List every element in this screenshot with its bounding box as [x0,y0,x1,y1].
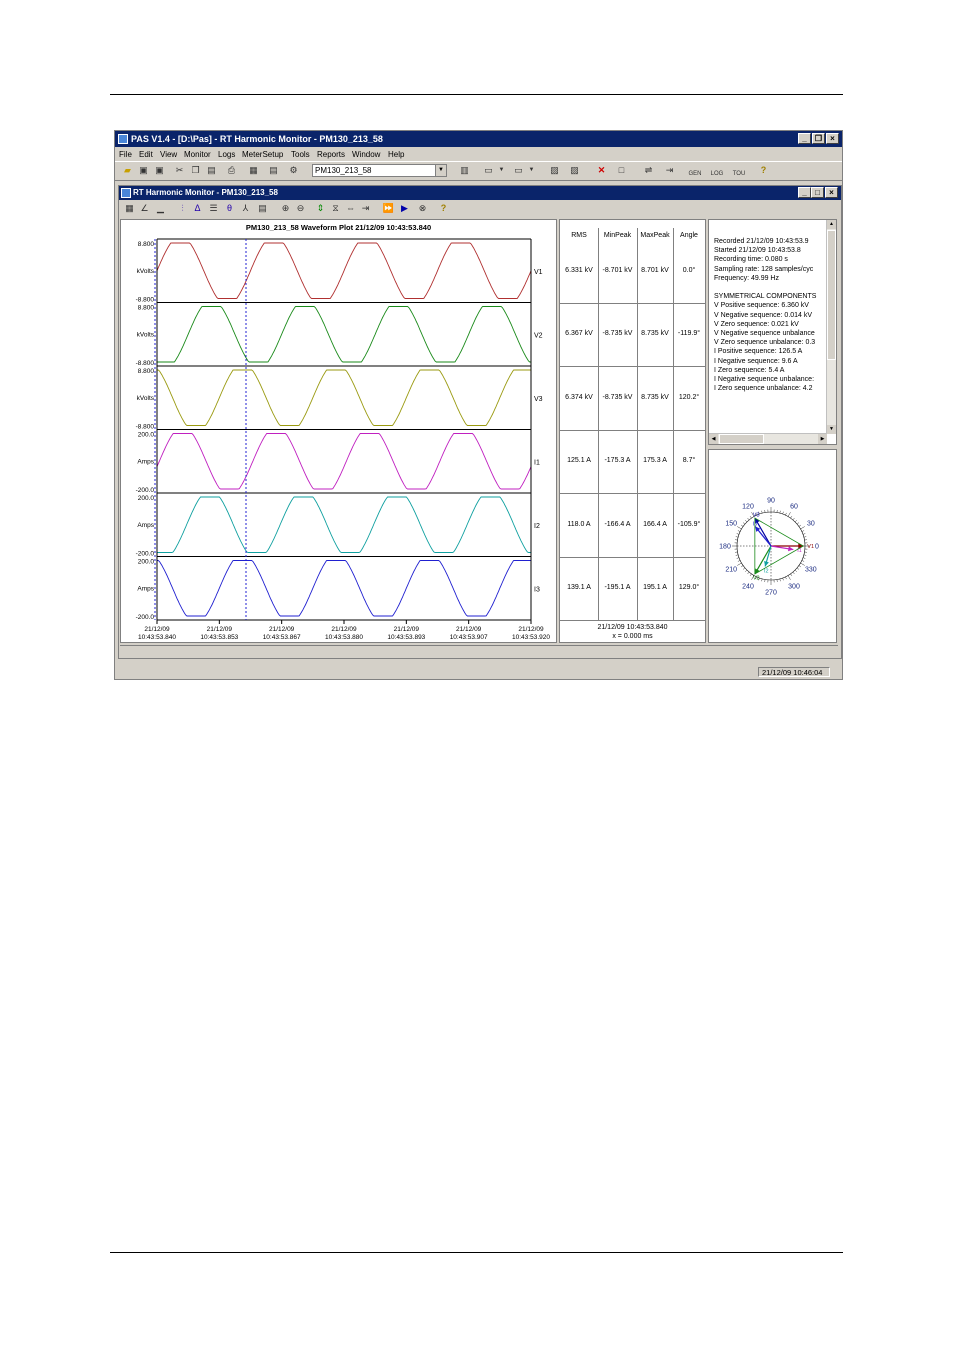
waveform-v3 [157,370,531,426]
record-info-panel [708,219,837,445]
image-icon[interactable]: ▨ [550,165,559,175]
phasor-tick [797,523,799,525]
y-axis-max-label: 8.800 [137,368,154,375]
angle-label: 150 [725,520,738,528]
horizontal-scrollbar[interactable] [709,433,827,444]
y-axis-min-label: -200.0 [135,550,154,558]
zoom-in-icon[interactable]: ⊕ [281,203,290,213]
download-icon[interactable]: ⇌ [644,165,653,175]
angle-label: 330 [804,566,817,574]
phasor-tick [802,531,804,532]
phasor-tick [745,570,747,572]
goto-end-icon[interactable]: ⇥ [361,203,370,213]
monitor-dropdown-icon[interactable]: ▼ [498,167,505,173]
play-icon[interactable]: ▶ [401,203,408,213]
table-cell: -166.4 A [604,520,631,528]
y-axis-unit-label: kVolts [136,267,154,275]
minimize-button[interactable]: _ [798,133,811,144]
x-tick-time: 10:43:53.907 [449,634,488,641]
info-line: V Zero sequence unbalance: 0.3 [714,339,816,347]
table-cell: -8.735 kV [602,330,633,338]
phasor-tick [736,537,738,538]
child-minimize-button[interactable]: _ [798,187,811,198]
scale-vertical-icon[interactable]: ⇕ [316,203,325,213]
phasor-tick [804,537,806,538]
table-cell: 166.4 A [643,520,667,528]
menu-monitor[interactable]: Monitor [184,150,211,159]
table-cell: 195.1 A [643,584,667,592]
child-window-icon [121,188,131,198]
phasor-diagram[interactable] [709,450,836,642]
column-header: Angle [680,232,698,239]
calendar-icon[interactable]: ▦ [249,165,258,175]
scroll-left-icon[interactable]: ◀ [709,434,718,444]
gen-icon[interactable]: GEN [688,171,702,177]
table-cell: 8.701 kV [641,266,669,274]
save-icon[interactable]: ▣ [139,165,148,175]
phasor-tick [737,527,741,530]
phasor-tick [793,572,795,574]
column-divider [673,228,674,620]
scale-horizontal-icon[interactable]: ⇔ [346,203,355,213]
phasor-tick [780,511,781,513]
row-divider [560,493,705,494]
options-icon[interactable]: ▤ [258,203,267,213]
column-header: MaxPeak [640,232,670,239]
chevron-down-icon[interactable]: ▼ [435,165,446,176]
meter-icon[interactable]: ▭ [514,165,523,175]
info-line: I Zero sequence: 5.4 A [714,366,785,374]
y-axis-max-label: 200.0 [137,431,154,439]
table-cell: 6.374 kV [565,393,593,401]
phasor-label: I2 [764,568,769,575]
paste-icon[interactable]: ▤ [207,165,216,175]
y-axis-min-label: -200.0 [135,614,154,621]
row-divider [560,557,705,558]
table-cell: 139.1 A [567,584,591,592]
phasor-tick [795,570,797,572]
phasor-tick [748,518,750,520]
y-axis-unit-label: kVolts [136,394,154,402]
table-cell: 8.735 kV [641,330,669,338]
phasor-tick [750,574,751,576]
main-toolbar [115,161,842,181]
table-cell: -8.701 kV [602,266,633,274]
phasor-tick [745,520,747,522]
y-axis-unit-label: Amps [137,585,154,593]
table-cell: 6.367 kV [565,330,593,338]
phasor-label: I1 [797,548,802,555]
restore-button[interactable]: ❐ [812,133,825,144]
scale-fit-icon[interactable]: ⧖ [332,203,339,213]
waveform-plot[interactable] [121,220,556,642]
phasor-tick [743,523,745,525]
phasor-tick [797,568,799,570]
x-tick-time: 10:43:53.840 [138,634,176,641]
table-footer-time: 21/12/09 10:43:53.840 [597,624,668,631]
rt-harmonic-monitor-window [118,185,842,659]
y-axis-max-label: 8.800 [137,241,154,248]
waveform-plot-panel[interactable] [120,219,557,643]
zoom-out-icon[interactable]: ⊖ [296,203,305,213]
phasor-tick [741,566,743,567]
column-divider [598,228,599,620]
stop-icon[interactable]: □ [618,165,625,175]
waveform-v2 [157,307,531,363]
x-tick-time: 10:43:53.867 [262,634,301,641]
list-icon[interactable]: ☰ [209,203,218,213]
info-line: I Negative sequence: 9.6 A [714,357,798,365]
app-titlebar[interactable] [115,131,842,147]
child-help-icon[interactable]: ? [440,203,447,213]
upload-icon[interactable]: ⇥ [665,165,674,175]
phasor-tick [791,516,792,518]
site-select-value: PM130_213_58 [315,166,372,175]
phasor-tick [737,534,739,535]
phasor-tick [783,578,784,580]
phasor-tick [788,575,791,579]
chart-icon[interactable]: ∠ [140,203,149,213]
phasor-arrowhead [788,546,793,551]
angle-label: 30 [806,520,815,528]
channel-name-v3: V3 [534,395,543,403]
child-close-button[interactable]: × [825,187,838,198]
table-cell: 8.735 kV [641,393,669,401]
delete-icon[interactable]: ✕ [597,165,606,175]
phasor-tick [738,531,740,532]
info-line: Recorded 21/12/09 10:43:53.9 [714,238,809,245]
phasor-tick [800,563,804,566]
info-line: I Positive sequence: 126.5 A [714,348,803,356]
child-hscrollbar[interactable] [120,645,838,656]
info-line: Frequency: 49.99 Hz [714,274,779,282]
x-tick-date: 21/12/09 [206,626,232,633]
waveform-i2 [157,497,531,553]
app-title: PAS V1.4 - [D:\Pas] - RT Harmonic Monitor - PM130_213_58 [131,134,383,144]
phasor-tick [762,511,763,513]
column-header: MinPeak [603,232,632,239]
y-axis-min-label: -8.800 [135,423,154,431]
measurement-grid [560,220,705,642]
table-cell: 118.0 A [567,520,591,528]
scroll-thumb[interactable] [827,230,836,360]
table-cell: -8.735 kV [602,393,633,401]
phasor-tick [750,516,751,518]
status-time: 21/12/09 10:46:04 [758,667,830,677]
menu-edit[interactable]: Edit [139,150,153,159]
info-line: V Positive sequence: 6.360 kV [714,302,809,310]
y-axis-min-label: -8.800 [135,296,154,304]
table-cell: 120.2° [678,393,700,401]
table-cell: 125.1 A [567,457,591,465]
child-restore-button[interactable]: □ [811,187,824,198]
row-divider [560,303,705,304]
y-axis-min-label: -200.0 [135,487,154,494]
channel-name-v2: V2 [534,332,543,340]
phasor-tick [803,558,805,559]
info-line [714,283,816,292]
table-footer-cursor: x = 0.000 ms [612,633,653,640]
print-icon[interactable]: ⎙ [227,165,236,175]
scroll-right-icon[interactable]: ▶ [818,434,827,444]
connect-icon[interactable]: ⚙ [289,165,298,175]
meter-dropdown-icon[interactable]: ▼ [528,167,535,173]
menu-window[interactable]: Window [352,150,381,159]
save-all-icon[interactable]: ▣ [155,165,164,175]
copy-icon[interactable]: ❐ [191,165,200,175]
table-cell: -105.9° [677,520,701,528]
child-title: RT Harmonic Monitor - PM130_213_58 [133,188,278,197]
marker-icon[interactable]: ⅄ [242,203,249,213]
info-line: Recording time: 0.080 s [714,256,788,264]
vertical-scrollbar[interactable] [826,220,836,434]
status-bar [115,665,842,679]
angle-label: 120 [742,503,754,511]
menu-logs[interactable]: Logs [218,150,236,159]
close-button[interactable]: × [826,133,839,144]
menu-view[interactable]: View [160,150,178,159]
pas-app-window [114,130,843,680]
footer-rule [110,1252,843,1253]
y-axis-max-label: 200.0 [137,558,154,566]
angle-label: 90 [767,497,775,505]
phasor-tick [800,527,804,530]
log-icon[interactable]: LOG [710,171,724,177]
menu-reports[interactable]: Reports [317,150,346,159]
table-cell: 8.7° [682,457,696,465]
table-icon[interactable]: ▦ [125,203,134,213]
phasor-tick [743,568,745,570]
record-info-text [714,237,816,393]
scroll-down-icon[interactable]: ▼ [827,425,836,434]
phasor-tick [737,558,739,559]
waveform-plot-title: PM130_213_58 Waveform Plot 21/12/09 10:43:53.840 [245,223,432,232]
delta-icon[interactable]: Δ [194,203,201,213]
info-line: V Zero sequence: 0.021 kV [714,320,799,328]
phasor-tick [803,534,805,535]
y-axis-min-label: -8.800 [135,360,154,367]
phasor-tick [783,512,784,514]
x-tick-date: 21/12/09 [269,626,295,633]
info-line: V Negative sequence: 0.014 kV [714,311,813,319]
phasor-tick [738,560,740,561]
x-tick-time: 10:43:53.880 [325,634,363,641]
grid-icon[interactable]: ▥ [460,165,469,175]
phasor-tick [762,579,763,581]
table-cell: 6.331 kV [565,266,593,274]
phasor-tick [788,512,791,516]
phase-icon[interactable]: θ [226,203,232,213]
table-cell: -195.1 A [604,584,631,592]
table-cell: 175.3 A [643,457,667,465]
image-check-icon[interactable]: ▨ [570,165,579,175]
menu-tools[interactable]: Tools [291,150,310,159]
phasor-tick [785,513,786,515]
channel-name-v1: V1 [534,268,543,276]
info-line: I Zero sequence unbalance: 4.2 [714,385,813,393]
cut-icon[interactable]: ✂ [175,165,184,175]
angle-label: 210 [725,566,738,574]
angle-label: 300 [788,583,800,591]
row-divider [560,620,705,621]
phasor-tick [799,566,801,567]
info-line: SYMMETRICAL COMPONENTS [714,293,817,301]
scroll-up-icon[interactable]: ▲ [827,220,836,229]
angle-label: 0 [815,543,819,551]
x-tick-time: 10:43:53.893 [387,634,426,641]
hscroll-thumb[interactable] [719,434,764,444]
menu-metersetup[interactable]: MeterSetup [242,150,284,159]
column-divider [637,228,638,620]
help-icon[interactable]: ? [760,165,767,175]
x-tick-time: 10:43:53.853 [200,634,239,641]
x-tick-date: 21/12/09 [393,626,419,633]
fast-forward-icon[interactable]: ⏩ [382,203,395,213]
table-cell: -119.9° [677,330,701,338]
y-axis-unit-label: kVolts [136,331,154,339]
phasor-tick [748,572,750,574]
channel-name-i3: I3 [534,586,540,594]
app-icon [118,134,128,144]
x-tick-date: 21/12/09 [518,626,544,633]
info-line: V Negative sequence unbalance [714,330,815,338]
waveform-v1 [157,243,531,299]
spectrum-icon[interactable]: ▁ [157,203,164,213]
x-tick-date: 21/12/09 [456,626,482,633]
phasor-tick [791,574,792,576]
row-divider [560,430,705,431]
x-tick-date: 21/12/09 [331,626,357,633]
menu-help[interactable]: Help [388,150,405,159]
phasor-label: V1 [807,544,815,550]
phasor-tick [804,555,806,556]
tou-icon[interactable]: TOU [732,171,746,177]
menu-file[interactable]: File [119,150,132,159]
phasor-tick [795,520,797,522]
table-cell: 0.0° [682,266,696,274]
x-tick-date: 21/12/09 [144,626,170,633]
phasor-label: V2 [752,575,760,582]
stop-poll-icon[interactable]: ⊗ [418,203,427,213]
channel-name-i1: I1 [534,459,540,467]
angle-label: 180 [719,543,731,551]
phasor-tick [785,577,786,579]
waveform-i3 [157,561,531,617]
channel-name-i2: I2 [534,522,540,530]
angle-label: 270 [765,589,777,597]
open-icon[interactable]: ▰ [124,165,131,175]
phasor-tick [780,579,781,581]
y-axis-unit-label: Amps [137,458,154,466]
table-cell: -175.3 A [604,457,631,465]
info-line: Started 21/12/09 10:43:53.8 [714,247,801,255]
angle-label: 240 [742,583,754,591]
phasor-tick [793,518,795,520]
phasor-label: I3 [752,521,758,528]
column-header: RMS [571,232,587,239]
x-tick-time: 10:43:53.920 [512,634,550,641]
phasor-tick [802,560,804,561]
child-titlebar[interactable] [119,186,841,200]
info-line: I Negative sequence unbalance: [714,376,815,384]
channels-icon[interactable]: ⫶ [181,203,184,213]
y-axis-unit-label: Amps [137,521,154,529]
phasor-tick [741,525,743,526]
monitor-icon[interactable]: ▭ [484,165,493,175]
measurement-table [559,219,706,643]
phasor-tick [737,563,741,566]
child-toolbar [119,202,841,218]
phasor-tick [799,525,801,526]
table-cell: 129.0° [678,584,700,592]
y-axis-max-label: 8.800 [137,304,154,312]
waveform-i1 [157,434,531,490]
y-axis-max-label: 200.0 [137,495,154,502]
phasor-label: V3 [752,512,760,519]
phasor-tick [736,555,738,556]
site-select[interactable] [312,164,447,177]
properties-icon[interactable]: ▤ [269,165,278,175]
row-divider [560,366,705,367]
menu-bar [115,148,842,161]
header-rule [110,94,843,95]
angle-label: 60 [790,503,798,511]
info-line: Sampling rate: 128 samples/cyc [714,265,814,273]
phasor-panel[interactable] [708,449,837,643]
